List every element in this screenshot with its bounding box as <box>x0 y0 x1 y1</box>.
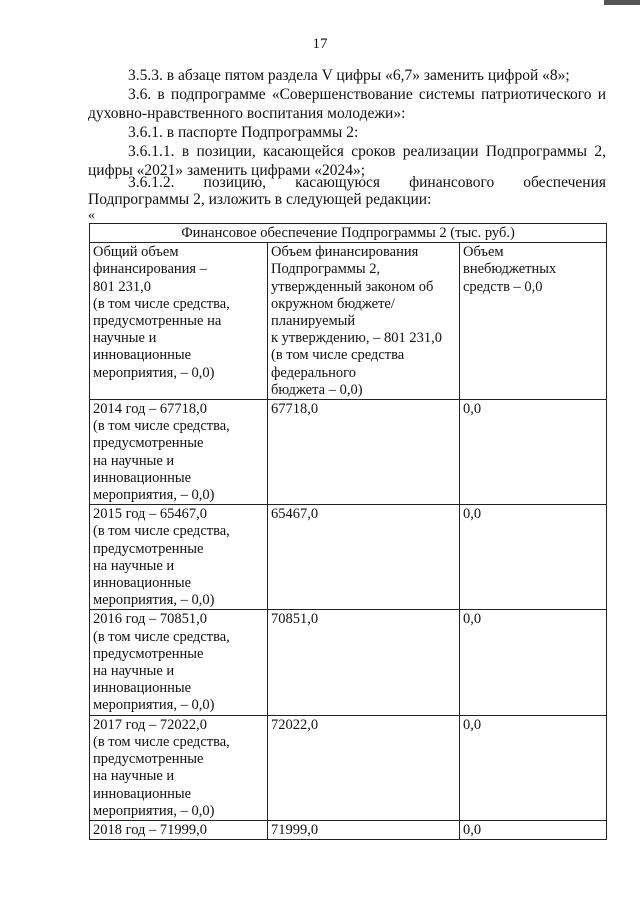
year-total-cell-line: на научные и <box>93 452 175 469</box>
header-extrabudgetary-volume-line: внебюджетных <box>463 261 557 278</box>
paragraph-3-6-1-2-line2: Подпрограммы 2, изложить в следующей редакции: <box>88 191 432 208</box>
year-total-cell-line: мероприятия, – 0,0) <box>93 802 215 819</box>
table-row <box>90 400 607 505</box>
header-extrabudgetary-volume-line: Объем <box>463 244 504 261</box>
year-total-cell-line: инновационные <box>93 469 192 486</box>
financing-table <box>89 223 607 840</box>
year-total-cell-line: на научные и <box>93 557 175 574</box>
table-row <box>90 610 607 715</box>
paragraph-3-5-3: 3.5.3. в абзаце пятом раздела V цифры «6,7» заменить цифрой «8»; <box>128 67 570 84</box>
paragraph-3-6: 3.6. в подпрограмме «Совершенствование системы патриотического и духовно-нравственного воспитания молодежи»: <box>88 86 606 122</box>
extrabudgetary-amount-cell: 0,0 <box>460 715 607 820</box>
header-total-volume-line: финансирования – <box>93 261 207 278</box>
year-total-cell-line: 2015 год – 65467,0 <box>93 506 208 523</box>
year-total-cell-line: инновационные <box>93 680 192 697</box>
budget-amount-cell: 70851,0 <box>268 610 460 715</box>
year-total-cell <box>90 400 268 505</box>
year-total-cell-line: мероприятия, – 0,0) <box>93 487 215 504</box>
year-total-cell-line: предусмотренные <box>93 540 204 557</box>
year-total-cell-line: инновационные <box>93 785 192 802</box>
opening-quote: « <box>88 208 95 223</box>
budget-amount-cell: 72022,0 <box>268 715 460 820</box>
budget-amount-cell: 71999,0 <box>268 820 460 839</box>
year-total-cell-line: мероприятия, – 0,0) <box>93 697 215 714</box>
page-number: 17 <box>312 36 328 52</box>
year-total-cell-line: 2017 год – 72022,0 <box>93 716 208 733</box>
year-total-cell-line: на научные и <box>93 768 175 785</box>
year-total-cell-line: 2018 год – 71999,0 <box>93 821 208 838</box>
year-total-cell-line: (в том числе средства, <box>93 418 230 435</box>
year-total-cell <box>90 820 268 839</box>
header-total-volume-line: научные и <box>93 330 157 347</box>
year-total-cell-line: (в том числе средства, <box>93 523 230 540</box>
year-total-cell-line: предусмотренные <box>93 645 204 662</box>
table-row <box>90 505 607 610</box>
year-total-cell-line: мероприятия, – 0,0) <box>93 592 215 609</box>
extrabudgetary-amount-cell: 0,0 <box>460 820 607 839</box>
header-total-volume-line: (в том числе средства, <box>93 295 230 312</box>
header-total-volume <box>90 243 268 400</box>
header-budget-volume-line: Подпрограммы 2, <box>271 261 381 278</box>
paragraph-3-6-1-2-line1: 3.6.1.2. позицию, касающуюся финансового обеспечения <box>128 174 606 191</box>
extrabudgetary-amount-cell: 0,0 <box>460 610 607 715</box>
table-header-row <box>90 243 607 400</box>
year-total-cell-line: предусмотренные <box>93 435 204 452</box>
header-budget-volume-line: планируемый <box>271 313 356 330</box>
header-budget-volume <box>268 243 460 400</box>
year-total-cell-line: (в том числе средства, <box>93 733 230 750</box>
header-total-volume-line: предусмотренные на <box>93 313 222 330</box>
year-total-cell <box>90 505 268 610</box>
header-budget-volume-line: утвержденный законом об <box>271 278 434 295</box>
table-row <box>90 715 607 820</box>
year-total-cell <box>90 610 268 715</box>
header-budget-volume-line: бюджета – 0,0) <box>271 381 363 398</box>
paragraph-3-6-1: 3.6.1. в паспорте Подпрограммы 2: <box>128 124 359 141</box>
header-budget-volume-line: Объем финансирования <box>271 244 419 261</box>
table-caption: Финансовое обеспечение Подпрограммы 2 (тыс. руб.) <box>90 224 607 243</box>
header-extrabudgetary-volume <box>460 243 607 400</box>
year-total-cell-line: (в том числе средства, <box>93 628 230 645</box>
header-total-volume-line: мероприятия, – 0,0) <box>93 364 215 381</box>
year-total-cell-line: 2014 год – 67718,0 <box>93 401 208 418</box>
paragraph-3-6-1-1: 3.6.1.1. в позиции, касающейся сроков реализации Подпрограммы 2, цифры «2021» заменить цифрами «2024»; <box>88 143 606 179</box>
header-extrabudgetary-volume-line: средств – 0,0 <box>463 278 543 295</box>
header-total-volume-line: инновационные <box>93 347 192 364</box>
year-total-cell-line: предусмотренные <box>93 751 204 768</box>
year-total-cell <box>90 715 268 820</box>
header-budget-volume-line: (в том числе средства <box>271 347 405 364</box>
scan-corner-mark <box>604 0 640 5</box>
table-row <box>90 820 607 839</box>
header-budget-volume-line: к утверждению, – 801 231,0 <box>271 330 443 347</box>
year-total-cell-line: на научные и <box>93 663 175 680</box>
extrabudgetary-amount-cell: 0,0 <box>460 400 607 505</box>
header-total-volume-line: Общий объем <box>93 244 179 261</box>
extrabudgetary-amount-cell: 0,0 <box>460 505 607 610</box>
year-total-cell-line: инновационные <box>93 575 192 592</box>
budget-amount-cell: 65467,0 <box>268 505 460 610</box>
table-caption-row <box>90 224 607 243</box>
header-total-volume-line: 801 231,0 <box>93 278 151 295</box>
budget-amount-cell: 67718,0 <box>268 400 460 505</box>
year-total-cell-line: 2016 год – 70851,0 <box>93 611 208 628</box>
header-budget-volume-line: федерального <box>271 364 356 381</box>
header-budget-volume-line: окружном бюджете/ <box>271 295 395 312</box>
